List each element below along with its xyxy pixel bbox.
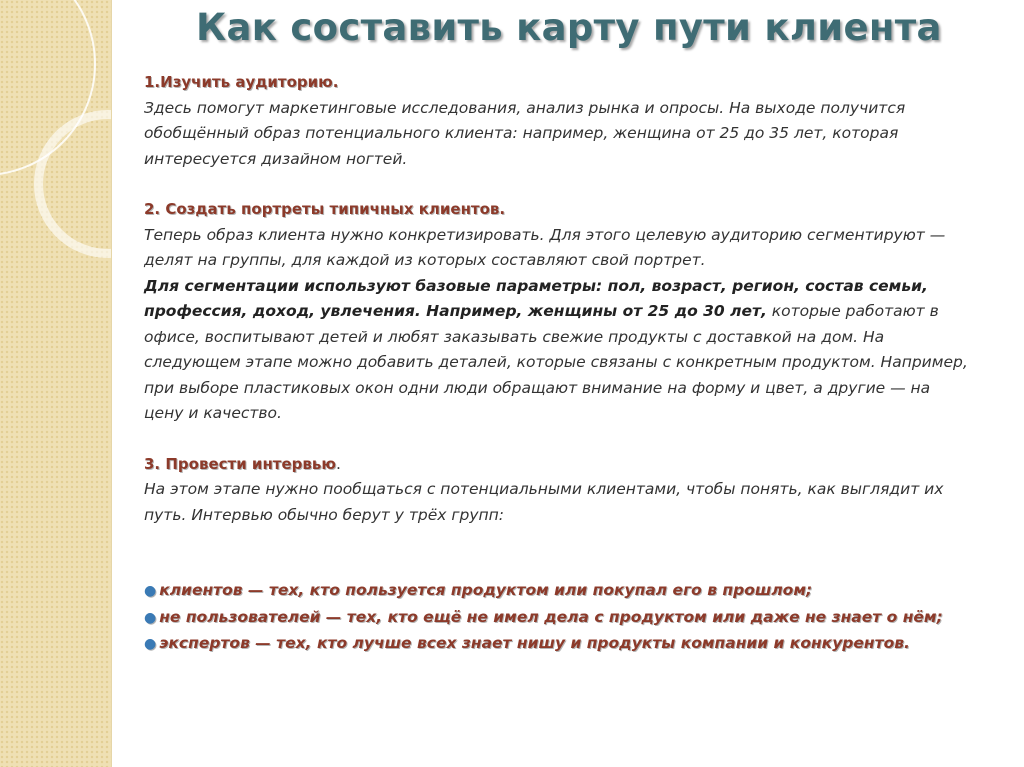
section-3-heading-dot: . xyxy=(335,454,341,473)
list-item-text: клиентов — тех, кто пользуется продуктом или покупал его в прошлом; xyxy=(159,581,813,599)
section-3-heading: 3. Провести интервью xyxy=(144,454,336,473)
section-3 xyxy=(144,452,974,529)
interview-groups-list xyxy=(144,578,974,658)
list-item xyxy=(144,605,974,632)
section-1 xyxy=(144,70,974,172)
section-2-text-1: Теперь образ клиента нужно конкретизировать. Для этого целевую аудиторию сегментируют — делят на группы, для каждой из которых составляют свой портрет. xyxy=(144,225,946,269)
section-3-text: На этом этапе нужно пообщаться с потенциальными клиентами, чтобы понять, как выглядит их путь. Интервью обычно берут у трёх групп: xyxy=(144,480,944,524)
slide-title: Как составить карту пути клиента xyxy=(196,6,942,49)
list-item-text: экспертов — тех, кто лучше всех знает нишу и продукты компании и конкурентов. xyxy=(159,634,910,652)
section-2 xyxy=(144,197,974,427)
list-item-text: не пользователей — тех, кто ещё не имел дела с продуктом или даже не знает о нём; xyxy=(159,607,943,626)
list-item xyxy=(144,578,974,605)
section-1-text: Здесь помогут маркетинговые исследования, анализ рынка и опросы. На выходе получится обобщённый образ потенциального клиента: например, женщина от 25 до 35 лет, которая интересуется дизайном ногтей. xyxy=(144,98,906,168)
bullet-dot-icon: ● xyxy=(144,609,157,626)
slide-content xyxy=(144,70,974,658)
decorative-side-band xyxy=(0,0,112,767)
bullet-dot-icon: ● xyxy=(144,636,157,652)
list-item xyxy=(144,631,974,658)
section-2-text-2: которые работают в офисе, воспитывают детей и любят заказывать свежие продукты с доставкой на дом. На следующем этапе можно добавить деталей, которые связаны с конкретным продуктом. Например, при выборе пластиковых окон одни люди обращают внимание на форму и цвет, а другие — на цену и качество. xyxy=(144,302,968,422)
section-2-heading: 2. Создать портреты типичных клиентов. xyxy=(144,200,506,218)
bullet-dot-icon: ● xyxy=(144,583,157,599)
slide xyxy=(112,0,1024,767)
section-1-heading: 1.Изучить аудиторию. xyxy=(144,73,339,91)
section-2-bold-text: Для сегментации используют базовые параметры: пол, возраст, регион, состав семьи, профессия, доход, увлечения. Например, женщины от 25 до 30 лет, xyxy=(144,276,928,320)
